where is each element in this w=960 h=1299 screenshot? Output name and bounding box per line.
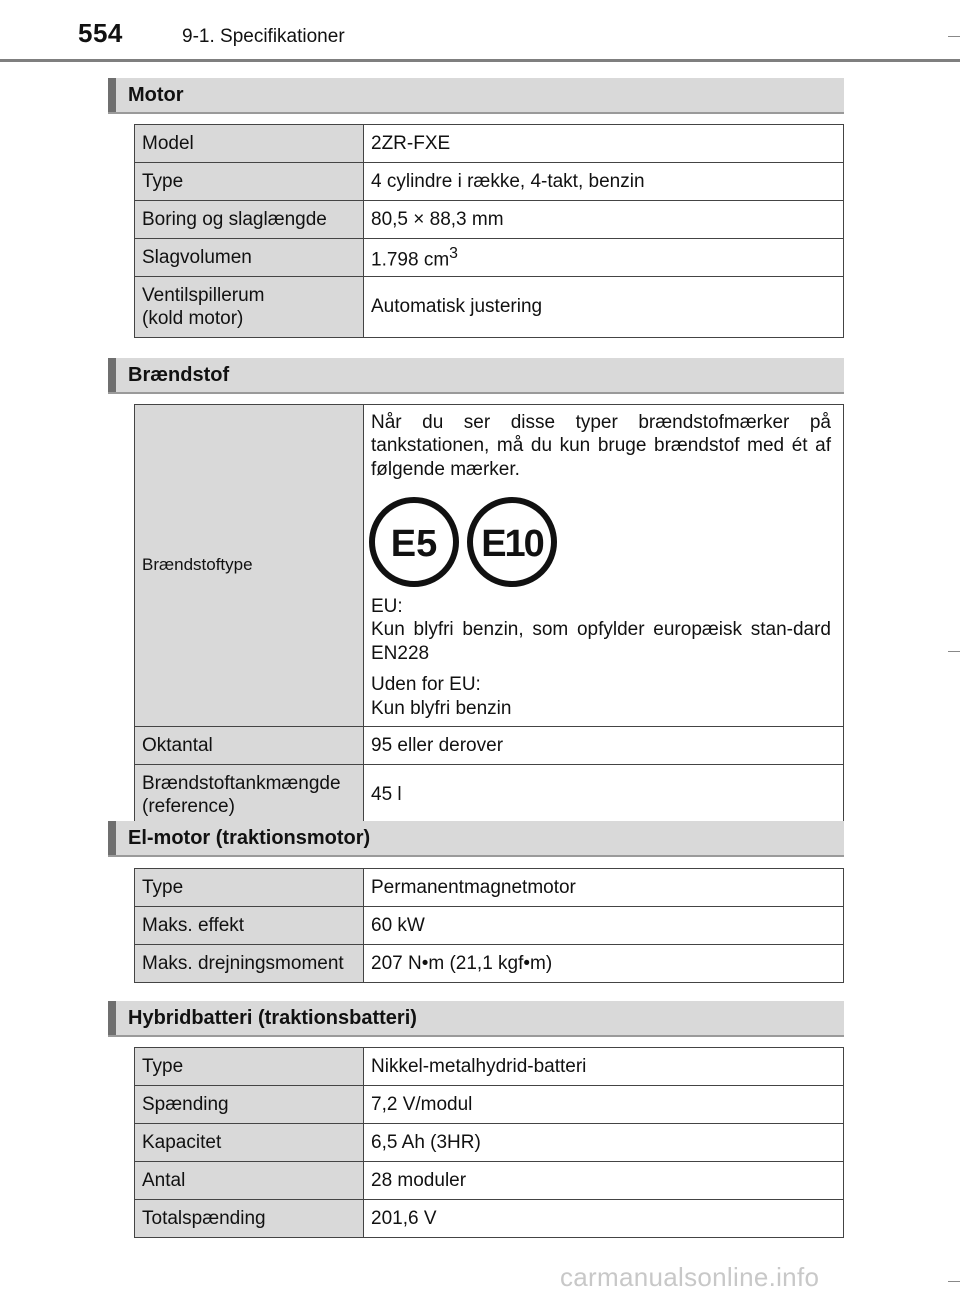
chapter-title: 9-1. Specifikationer	[182, 26, 345, 47]
table-row	[135, 945, 844, 983]
table-row	[135, 726, 844, 764]
table-row	[135, 1162, 844, 1200]
electric-motor-spec-table	[134, 868, 844, 983]
spec-label: Type	[135, 1048, 364, 1086]
displacement-superscript: 3	[449, 244, 458, 262]
table-row	[135, 239, 844, 277]
label-line: (reference)	[142, 795, 235, 817]
spec-value	[364, 405, 844, 727]
spec-label: Totalspænding	[135, 1200, 364, 1238]
table-row	[135, 125, 844, 163]
table-row	[135, 277, 844, 338]
header-rule	[0, 59, 960, 62]
section-title: Hybridbatteri (traktionsbatteri)	[128, 1007, 417, 1029]
section-heading-electric-motor	[108, 821, 844, 857]
fuel-intro-text: Når du ser disse typer brændstofmærker på tankstationen, må du kun bruge brændstof med ét af følgende mærker.	[371, 412, 831, 480]
spec-label: Oktantal	[135, 726, 364, 764]
watermark-text: carmanualsonline.info	[560, 1262, 820, 1292]
section-title: Motor	[128, 84, 184, 106]
motor-spec-table	[134, 124, 844, 338]
table-row	[135, 1048, 844, 1086]
spec-value: 95 eller derover	[364, 726, 844, 764]
spec-value: 4 cylindre i række, 4-takt, benzin	[364, 163, 844, 201]
table-row	[135, 1124, 844, 1162]
spec-label: Slagvolumen	[135, 239, 364, 277]
fuel-badges	[367, 495, 831, 589]
label-line: Ventilspillerum	[142, 284, 265, 306]
spec-value: 6,5 Ah (3HR)	[364, 1124, 844, 1162]
non-eu-label: Uden for EU:	[371, 674, 481, 696]
non-eu-text: Kun blyfri benzin	[371, 697, 512, 719]
label-line: (kold motor)	[142, 308, 244, 329]
table-row	[135, 405, 844, 727]
table-row	[135, 764, 844, 825]
table-row	[135, 1086, 844, 1124]
spec-value: 60 kW	[364, 907, 844, 945]
spec-value: 45 l	[364, 764, 844, 825]
spec-label: Maks. drejningsmoment	[135, 945, 364, 983]
e10-badge-icon	[465, 495, 559, 589]
label-line: Brændstoftankmængde	[142, 772, 341, 794]
spec-value: 201,6 V	[364, 1200, 844, 1238]
edge-mark	[948, 651, 960, 652]
section-heading-motor	[108, 78, 844, 114]
spec-label: Boring og slaglængde	[135, 201, 364, 239]
eu-text: Kun blyfri benzin, som opfylder europæisk stan-dard EN228	[371, 619, 831, 664]
e5-badge-icon	[367, 495, 461, 589]
spec-label: Model	[135, 125, 364, 163]
section-title: Brændstof	[128, 364, 230, 386]
table-row	[135, 201, 844, 239]
spec-label	[135, 277, 364, 338]
table-row	[135, 1200, 844, 1238]
hybrid-battery-spec-table	[134, 1047, 844, 1238]
spec-label	[135, 764, 364, 825]
spec-label: Antal	[135, 1162, 364, 1200]
spec-label: Maks. effekt	[135, 907, 364, 945]
spec-label: Brændstoftype	[135, 405, 364, 727]
spec-value: 80,5 × 88,3 mm	[364, 201, 844, 239]
spec-label: Spænding	[135, 1086, 364, 1124]
edge-mark	[948, 1281, 960, 1282]
spec-value: 2ZR-FXE	[364, 125, 844, 163]
e5-badge-text: E5	[390, 523, 438, 566]
spec-value: Automatisk justering	[364, 277, 844, 338]
spec-value: 28 moduler	[364, 1162, 844, 1200]
section-title: El-motor (traktionsmotor)	[128, 827, 371, 849]
section-heading-hybrid-battery	[108, 1001, 844, 1037]
table-row	[135, 869, 844, 907]
table-row	[135, 163, 844, 201]
edge-mark	[948, 36, 960, 37]
spec-label: Type	[135, 163, 364, 201]
fuel-spec-table	[134, 404, 844, 826]
e10-badge-text: E10	[481, 523, 543, 566]
section-heading-fuel	[108, 358, 844, 394]
spec-value: 207 N•m (21,1 kgf•m)	[364, 945, 844, 983]
eu-label: EU:	[371, 596, 403, 618]
table-row	[135, 907, 844, 945]
spec-label: Kapacitet	[135, 1124, 364, 1162]
spec-label: Type	[135, 869, 364, 907]
displacement-value: 1.798 cm	[371, 248, 450, 270]
spec-value: 7,2 V/modul	[364, 1086, 844, 1124]
spec-value: Nikkel-metalhydrid-batteri	[364, 1048, 844, 1086]
page-number: 554	[78, 18, 123, 48]
spec-value	[364, 239, 844, 277]
spec-value: Permanentmagnetmotor	[364, 869, 844, 907]
